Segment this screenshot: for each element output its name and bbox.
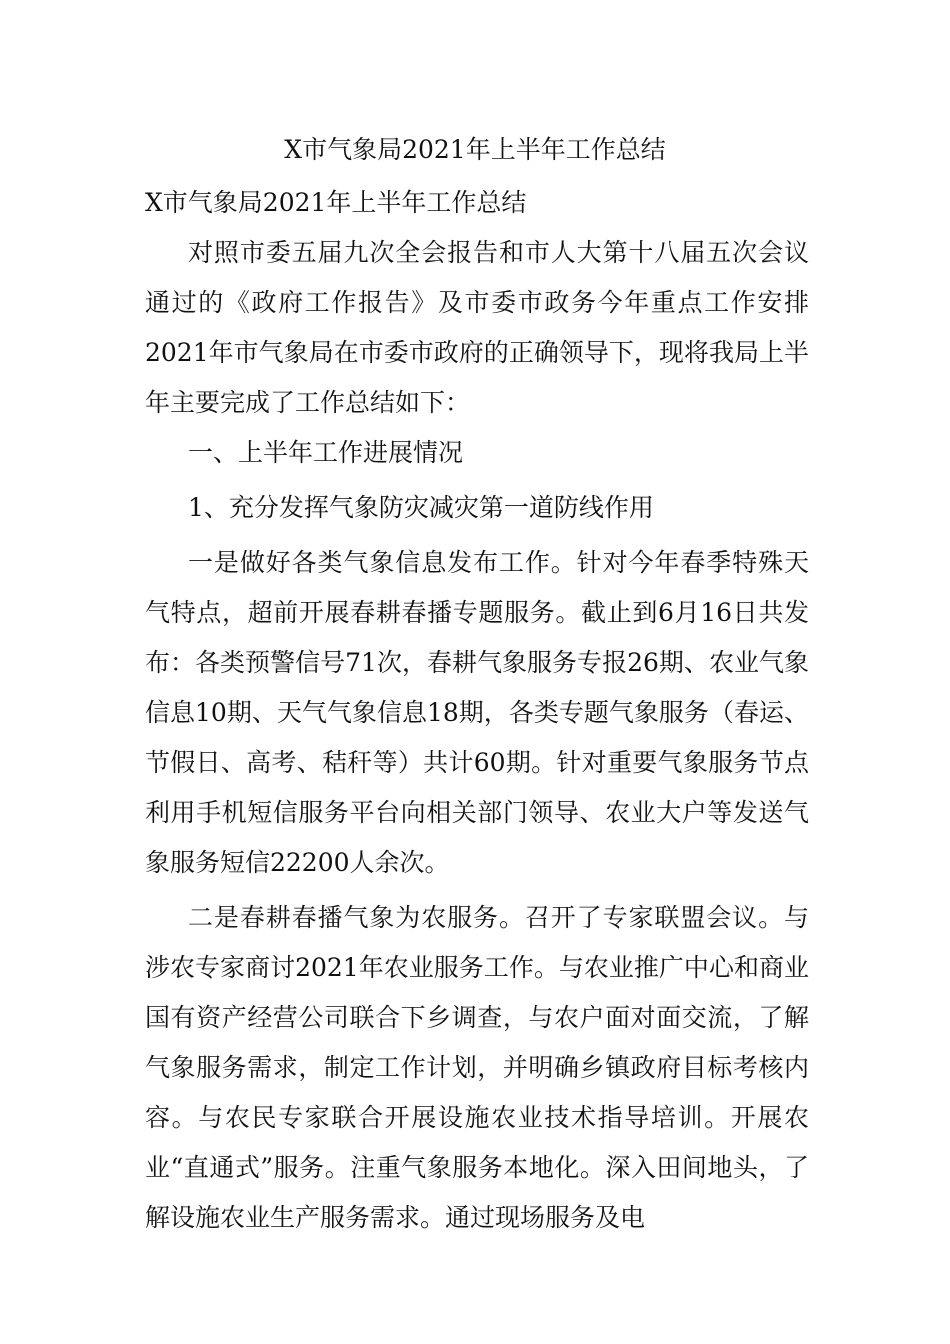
document-subtitle: X市气象局2021年上半年工作总结 bbox=[145, 188, 527, 217]
subsection-heading: 1、充分发挥气象防灾减灾第一道防线作用 bbox=[188, 493, 654, 522]
section-heading: 一、上半年工作进展情况 bbox=[188, 438, 464, 467]
intro-paragraph: 对照市委五届九次全会报告和市人大第十八届五次会议通过的《政府工作报告》及市委市政务今年重点工作安排2021年市气象局在市委市政府的正确领导下，现将我局上半年主要完成了工作总结如下： bbox=[145, 238, 809, 417]
body-paragraph: 一是做好各类气象信息发布工作。针对今年春季特殊天气特点，超前开展春耕春播专题服务。截止到6月16日共发布：各类预警信号71次，春耕气象服务专报26期、农业气象信息10期、天气气象信息18期，各类专题气象服务（春运、节假日、高考、秸秆等）共计60期。针对重要气象服务节点利用手机短信服务平台向相关部门领导、农业大户等发送气象服务短信22200人余次。 bbox=[145, 548, 809, 877]
document-title: X市气象局2021年上半年工作总结 bbox=[284, 135, 666, 164]
document-body bbox=[145, 178, 809, 1243]
body-paragraph: 二是春耕春播气象为农服务。召开了专家联盟会议。与涉农专家商讨2021年农业服务工作。与农业推广中心和商业国有资产经营公司联合下乡调查，与农户面对面交流，了解气象服务需求，制定工作计划，并明确乡镇政府目标考核内容。与农民专家联合开展设施农业技术指导培训。开展农业“直通式”服务。注重气象服务本地化。深入田间地头，了解设施农业生产服务需求。通过现场服务及电 bbox=[145, 903, 809, 1232]
